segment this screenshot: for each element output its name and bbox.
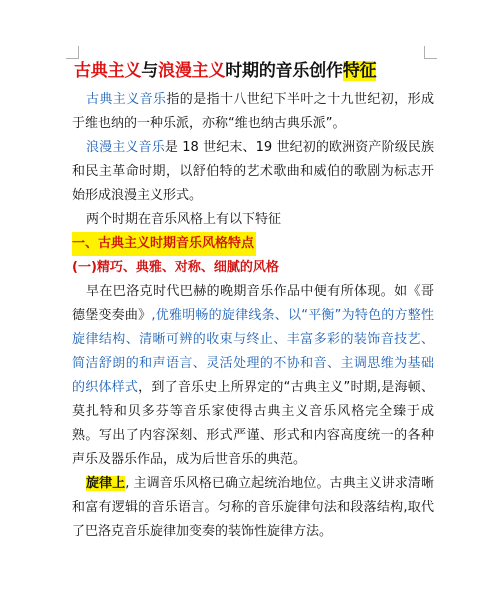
title-and: 与 <box>141 61 159 81</box>
classical-definition-text: 指的是指十八世纪下半叶之十九世纪初，形成于维也纳的一种乐派，亦称“维也纳古典乐派”。 <box>72 92 434 131</box>
paragraph-classical-definition <box>72 88 434 136</box>
title-romanticism: 浪漫主义 <box>158 61 226 81</box>
title-classicism: 古典主义 <box>74 61 142 81</box>
subsection-heading: (一)精巧、典雅、对称、细腻的风格 <box>72 260 279 275</box>
style-details-conclusion: ，到了音乐史上所界定的“古典主义”时期,是海顿、莫扎特和贝多芬等音乐家使得古典主义音乐风格完全臻于成熟。写出了内容深刻、形式严谨、形式和内容高度统一的各种声乐及器乐作品，成为后世音乐的典范。 <box>72 380 434 467</box>
title-highlight: 特征 <box>342 61 377 81</box>
style-details-intro: 早在巴洛克时代巴赫的晚期音乐作品中便有所体现。如《哥德堡变奏曲》 <box>72 284 434 323</box>
romantic-definition-text: 是 18 世纪末、19 世纪初的欧洲资产阶级民族和民主革命时期，以舒伯特的艺术歌曲和威伯的歌剧为标志开始形成浪漫主义形式。 <box>72 140 434 203</box>
paragraph-melody <box>72 472 434 544</box>
title-middle: 时期的音乐创作 <box>225 61 343 81</box>
section-heading <box>72 232 434 256</box>
page-title <box>74 58 434 84</box>
term-classical-music: 古典主义音乐 <box>86 92 167 107</box>
term-romantic-music: 浪漫主义音乐 <box>86 140 165 155</box>
term-melody: 旋律上 <box>86 476 126 491</box>
section-heading-text: 一、古典主义时期音乐风格特点 <box>72 232 256 256</box>
melody-statement: , 主调音乐风格已确立起统治地位。 <box>125 476 330 491</box>
paragraph-romantic-definition <box>72 136 434 208</box>
document-body <box>72 58 434 544</box>
style-details-features: ,优雅明畅的旋律线条、以“平衡”为特色的方整性旋律结构、清晰可辨的收束与终止、丰富多彩的装饰音技艺、简洁舒朗的和声语言、灵活处理的不协和音、主调思维为基础的织体样式 <box>72 308 434 395</box>
paragraph-style-details <box>72 280 434 472</box>
paragraph-intro: 两个时期在音乐风格上有以下特征 <box>86 212 282 227</box>
melody-details: 古典主义讲求清晰和富有逻辑的音乐语言。匀称的音乐旋律句法和段落结构,取代了巴洛克音乐旋律加变奏的装饰性旋律方法。 <box>72 476 434 539</box>
